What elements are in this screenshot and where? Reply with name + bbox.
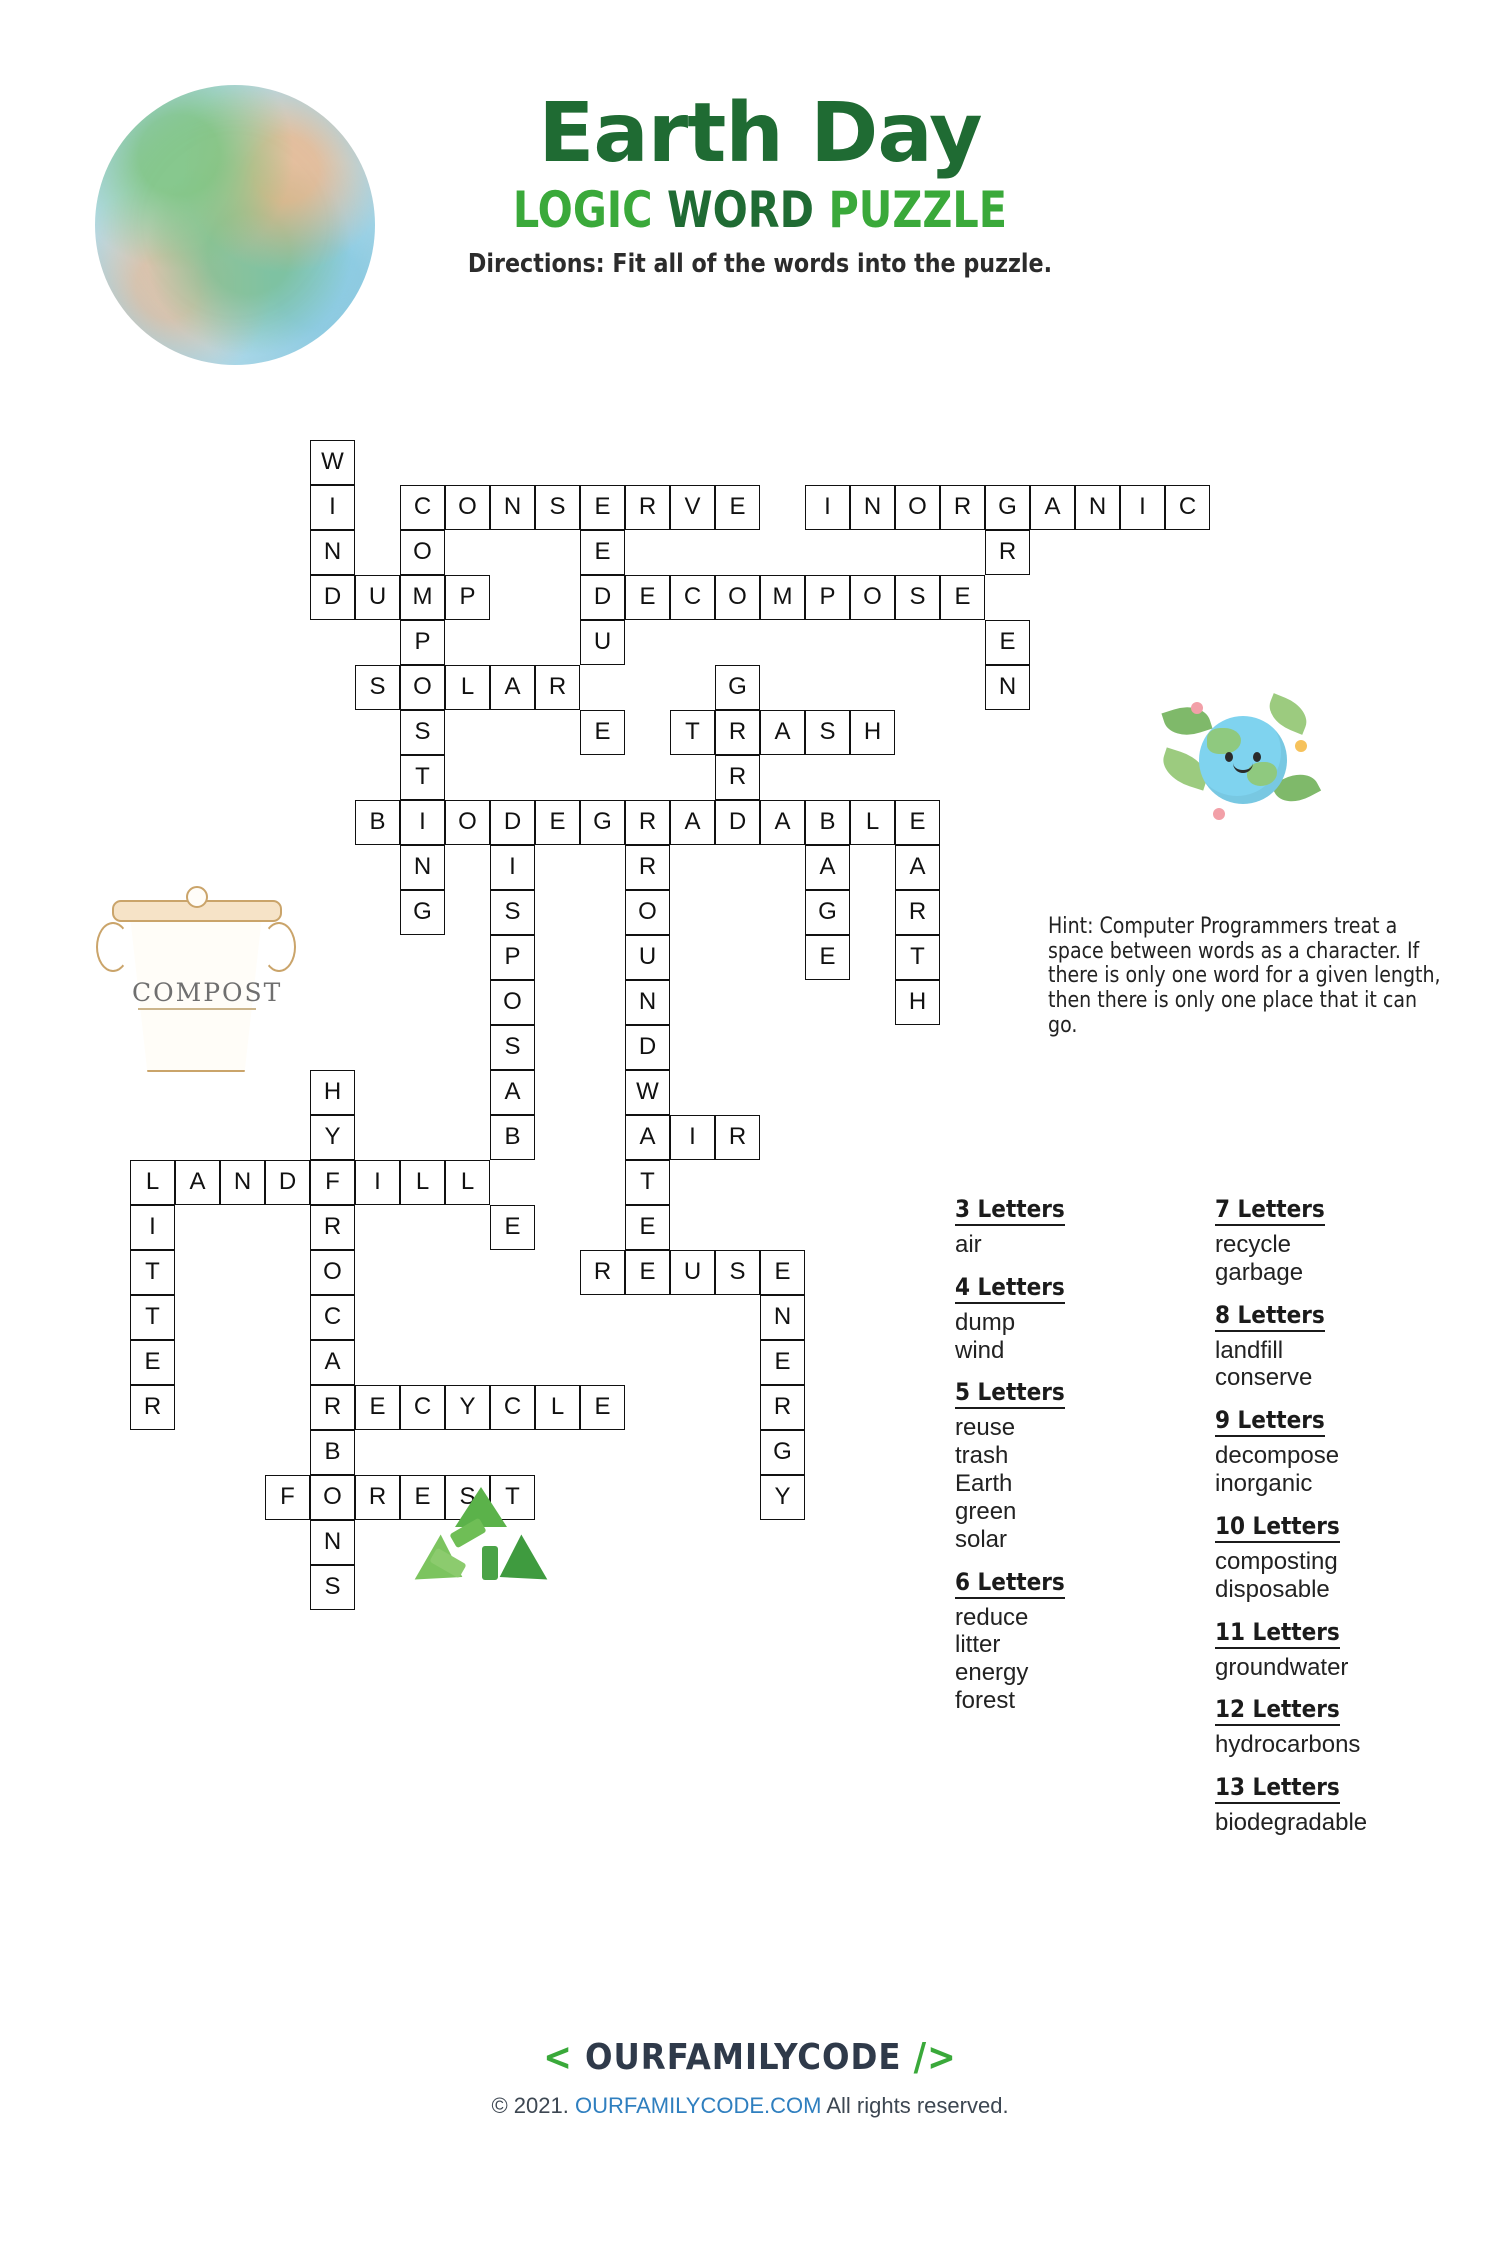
copyright-line <box>0 2093 1500 2119</box>
grid-cell[interactable]: Y <box>445 1385 490 1430</box>
grid-cell[interactable]: N <box>220 1160 265 1205</box>
grid-cell[interactable]: I <box>355 1160 400 1205</box>
word-bank-item: inorganic <box>1215 1470 1313 1498</box>
grid-cell[interactable]: A <box>760 710 805 755</box>
grid-cell[interactable]: W <box>625 1070 670 1115</box>
grid-cell[interactable]: G <box>715 665 760 710</box>
page-footer <box>0 2035 1500 2119</box>
grid-cell[interactable]: I <box>310 485 355 530</box>
grid-cell[interactable]: E <box>625 1205 670 1250</box>
word-bank-item: reduce <box>955 1603 1029 1631</box>
grid-cell[interactable]: A <box>1030 485 1075 530</box>
grid-cell[interactable]: A <box>805 845 850 890</box>
grid-cell[interactable]: P <box>805 575 850 620</box>
grid-cell[interactable]: D <box>715 800 760 845</box>
word-group-heading: 4 Letters <box>955 1273 1065 1304</box>
grid-cell[interactable]: H <box>850 710 895 755</box>
word-bank-item: reuse <box>955 1414 1016 1442</box>
word-bank-item: air <box>955 1231 982 1258</box>
grid-cell[interactable]: E <box>760 1250 805 1295</box>
grid-cell[interactable]: E <box>625 575 670 620</box>
grid-cell[interactable]: R <box>625 845 670 890</box>
grid-cell[interactable]: F <box>265 1475 310 1520</box>
grid-cell[interactable]: V <box>670 485 715 530</box>
word-bank-item: recycle <box>1215 1231 1292 1258</box>
grid-cell[interactable]: Y <box>760 1475 805 1520</box>
grid-cell[interactable]: G <box>760 1430 805 1475</box>
word-group-heading: 7 Letters <box>1215 1195 1325 1226</box>
grid-cell[interactable]: C <box>490 1385 535 1430</box>
grid-cell[interactable]: S <box>310 1565 355 1610</box>
grid-cell[interactable]: B <box>355 800 400 845</box>
word-bank-item: decompose <box>1215 1442 1340 1470</box>
grid-cell[interactable]: R <box>715 755 760 800</box>
word-bank-item: disposable <box>1215 1575 1330 1603</box>
chevron-right-icon: /> <box>913 2035 957 2079</box>
word-bank-column <box>1215 1195 1405 1837</box>
grid-cell[interactable]: S <box>355 665 400 710</box>
grid-cell[interactable]: E <box>490 1205 535 1250</box>
grid-cell[interactable]: G <box>400 890 445 935</box>
grid-cell[interactable]: N <box>985 665 1030 710</box>
brand-name: OURFAMILYCODE <box>584 2036 902 2078</box>
grid-cell[interactable]: G <box>985 485 1030 530</box>
grid-cell[interactable]: R <box>715 1115 760 1160</box>
grid-cell[interactable]: S <box>490 1025 535 1070</box>
word-bank-item: hydrocarbons <box>1215 1731 1361 1759</box>
grid-cell[interactable]: O <box>715 575 760 620</box>
grid-cell[interactable]: S <box>445 1475 490 1520</box>
grid-cell[interactable]: N <box>760 1295 805 1340</box>
grid-cell[interactable]: A <box>625 1115 670 1160</box>
word-bank-item: biodegradable <box>1215 1809 1368 1837</box>
grid-cell[interactable]: D <box>580 575 625 620</box>
word-bank-item: wind <box>955 1336 1005 1364</box>
grid-cell[interactable]: S <box>895 575 940 620</box>
grid-cell[interactable]: L <box>535 1385 580 1430</box>
grid-cell[interactable]: R <box>715 710 760 755</box>
word-group-heading: 9 Letters <box>1215 1406 1325 1437</box>
grid-cell[interactable]: T <box>130 1295 175 1340</box>
chevron-left-icon: < <box>543 2035 573 2079</box>
grid-cell[interactable]: A <box>175 1160 220 1205</box>
grid-cell[interactable]: S <box>715 1250 760 1295</box>
grid-cell[interactable]: O <box>625 890 670 935</box>
grid-cell[interactable]: E <box>355 1385 400 1430</box>
grid-cell[interactable]: O <box>445 485 490 530</box>
grid-cell[interactable]: R <box>625 485 670 530</box>
subtitle-word-logic: LOGIC <box>512 180 653 239</box>
grid-cell[interactable]: R <box>895 890 940 935</box>
recycle-symbol-icon <box>415 1485 545 1605</box>
grid-cell[interactable]: N <box>310 530 355 575</box>
grid-cell[interactable]: R <box>760 1385 805 1430</box>
word-bank-item: conserve <box>1215 1364 1313 1392</box>
grid-cell[interactable]: W <box>310 440 355 485</box>
grid-cell[interactable]: I <box>805 485 850 530</box>
grid-cell[interactable]: E <box>580 530 625 575</box>
word-bank-column <box>955 1195 1145 1837</box>
grid-cell[interactable]: O <box>490 980 535 1025</box>
word-bank-item: energy <box>955 1659 1029 1687</box>
grid-cell[interactable]: O <box>895 485 940 530</box>
grid-cell[interactable]: N <box>490 485 535 530</box>
grid-cell[interactable]: P <box>400 620 445 665</box>
grid-cell[interactable]: M <box>400 575 445 620</box>
grid-cell[interactable]: H <box>895 980 940 1025</box>
grid-cell[interactable]: I <box>1120 485 1165 530</box>
grid-cell[interactable]: T <box>895 935 940 980</box>
word-group-heading: 8 Letters <box>1215 1301 1325 1332</box>
grid-cell[interactable]: R <box>310 1205 355 1250</box>
grid-cell[interactable]: A <box>760 800 805 845</box>
word-bank-item: green <box>955 1497 1017 1525</box>
word-bank-item: forest <box>955 1687 1016 1715</box>
grid-cell[interactable]: E <box>580 710 625 755</box>
word-bank-item: composting <box>1215 1547 1338 1575</box>
grid-cell[interactable]: E <box>400 1475 445 1520</box>
grid-cell[interactable]: T <box>130 1250 175 1295</box>
compost-bin-icon: COMPOST <box>90 870 300 1090</box>
grid-cell[interactable]: E <box>580 1385 625 1430</box>
grid-cell[interactable]: C <box>400 1385 445 1430</box>
grid-cell[interactable]: E <box>895 800 940 845</box>
grid-cell[interactable]: I <box>400 800 445 845</box>
grid-cell[interactable]: T <box>400 755 445 800</box>
grid-cell[interactable]: U <box>625 935 670 980</box>
cartoon-earth-icon <box>1155 700 1330 830</box>
grid-cell[interactable]: C <box>1165 485 1210 530</box>
grid-cell[interactable]: E <box>805 935 850 980</box>
word-bank-item: groundwater <box>1215 1653 1349 1681</box>
grid-cell[interactable]: R <box>625 800 670 845</box>
word-group-heading: 13 Letters <box>1215 1773 1340 1804</box>
grid-cell[interactable]: A <box>895 845 940 890</box>
grid-cell[interactable]: E <box>580 485 625 530</box>
copyright-site-link[interactable]: OURFAMILYCODE.COM <box>574 2093 822 2118</box>
grid-cell[interactable]: R <box>355 1475 400 1520</box>
grid-cell[interactable]: S <box>805 710 850 755</box>
grid-cell[interactable]: E <box>940 575 985 620</box>
word-bank-item: solar <box>955 1525 1008 1553</box>
grid-cell[interactable]: O <box>400 530 445 575</box>
word-bank-item: Earth <box>955 1470 1013 1498</box>
grid-cell[interactable]: B <box>805 800 850 845</box>
grid-cell[interactable]: P <box>445 575 490 620</box>
grid-cell[interactable]: O <box>310 1250 355 1295</box>
grid-cell[interactable]: M <box>760 575 805 620</box>
grid-cell[interactable]: T <box>670 710 715 755</box>
word-group-heading: 6 Letters <box>955 1568 1065 1599</box>
grid-cell[interactable]: D <box>310 575 355 620</box>
grid-cell[interactable]: O <box>850 575 895 620</box>
copyright-prefix: © 2021. <box>491 2093 569 2118</box>
grid-cell[interactable]: E <box>625 1250 670 1295</box>
grid-cell[interactable]: E <box>985 620 1030 665</box>
grid-cell[interactable]: L <box>445 665 490 710</box>
copyright-suffix: All rights reserved. <box>826 2093 1009 2118</box>
grid-cell[interactable]: C <box>670 575 715 620</box>
grid-cell[interactable]: E <box>715 485 760 530</box>
word-group-heading: 5 Letters <box>955 1378 1065 1409</box>
grid-cell[interactable]: S <box>535 485 580 530</box>
word-bank-item: litter <box>955 1631 1001 1659</box>
word-bank-item: trash <box>955 1442 1009 1470</box>
grid-cell[interactable]: N <box>850 485 895 530</box>
word-group-heading: 3 Letters <box>955 1195 1065 1226</box>
grid-cell[interactable]: O <box>310 1475 355 1520</box>
grid-cell[interactable]: R <box>130 1385 175 1430</box>
grid-cell[interactable]: R <box>310 1385 355 1430</box>
grid-cell[interactable]: E <box>130 1340 175 1385</box>
grid-cell[interactable]: A <box>490 1070 535 1115</box>
grid-cell[interactable]: R <box>580 1250 625 1295</box>
grid-cell[interactable]: N <box>310 1520 355 1565</box>
grid-cell[interactable]: A <box>490 665 535 710</box>
grid-cell[interactable]: G <box>580 800 625 845</box>
page-title: Earth Day <box>538 86 982 181</box>
grid-cell[interactable]: E <box>535 800 580 845</box>
grid-cell[interactable]: N <box>400 845 445 890</box>
grid-cell[interactable]: Y <box>310 1115 355 1160</box>
grid-cell[interactable]: H <box>310 1070 355 1115</box>
grid-cell[interactable]: O <box>400 665 445 710</box>
grid-cell[interactable]: R <box>940 485 985 530</box>
word-group-heading: 12 Letters <box>1215 1695 1340 1726</box>
word-bank <box>955 1195 1425 1837</box>
hint-text: Hint: Computer Programmers treat a space between words as a character. If there is only one word for a given length, then there is only one place that it can go. <box>1048 914 1441 1038</box>
brand-logo <box>543 2035 956 2079</box>
grid-cell[interactable]: C <box>400 485 445 530</box>
grid-cell[interactable]: L <box>130 1160 175 1205</box>
grid-cell[interactable]: U <box>580 620 625 665</box>
grid-cell[interactable]: B <box>310 1430 355 1475</box>
grid-cell[interactable]: A <box>310 1340 355 1385</box>
subtitle-word-word: WORD <box>666 180 815 239</box>
grid-cell[interactable]: R <box>985 530 1030 575</box>
grid-cell[interactable]: D <box>490 800 535 845</box>
grid-cell[interactable]: G <box>805 890 850 935</box>
grid-cell[interactable]: D <box>625 1025 670 1070</box>
subtitle-word-puzzle: PUZZLE <box>828 180 1008 239</box>
word-bank-item: garbage <box>1215 1258 1304 1286</box>
grid-cell[interactable]: T <box>490 1475 535 1520</box>
word-bank-item: dump <box>955 1308 1016 1336</box>
grid-cell[interactable]: E <box>760 1340 805 1385</box>
grid-cell[interactable]: P <box>490 935 535 980</box>
grid-cell[interactable]: N <box>1075 485 1120 530</box>
directions-text: Directions: Fit all of the words into the puzzle. <box>467 248 1053 279</box>
word-group-heading: 11 Letters <box>1215 1618 1340 1649</box>
grid-cell[interactable]: N <box>625 980 670 1025</box>
grid-cell[interactable]: L <box>400 1160 445 1205</box>
word-bank-item: landfill <box>1215 1336 1284 1364</box>
grid-cell[interactable]: I <box>490 845 535 890</box>
grid-cell[interactable]: A <box>670 800 715 845</box>
grid-cell[interactable]: L <box>850 800 895 845</box>
grid-cell[interactable]: R <box>535 665 580 710</box>
word-group-heading: 10 Letters <box>1215 1512 1340 1543</box>
grid-cell[interactable]: T <box>625 1160 670 1205</box>
grid-cell[interactable]: S <box>400 710 445 755</box>
grid-cell[interactable]: U <box>355 575 400 620</box>
grid-cell[interactable]: L <box>445 1160 490 1205</box>
grid-cell[interactable]: I <box>670 1115 715 1160</box>
grid-cell[interactable]: S <box>490 890 535 935</box>
grid-cell[interactable]: B <box>490 1115 535 1160</box>
grid-cell[interactable]: U <box>670 1250 715 1295</box>
grid-cell[interactable]: I <box>130 1205 175 1250</box>
grid-cell[interactable]: C <box>310 1295 355 1340</box>
grid-cell[interactable]: O <box>445 800 490 845</box>
grid-cell[interactable]: D <box>265 1160 310 1205</box>
grid-cell[interactable]: F <box>310 1160 355 1205</box>
